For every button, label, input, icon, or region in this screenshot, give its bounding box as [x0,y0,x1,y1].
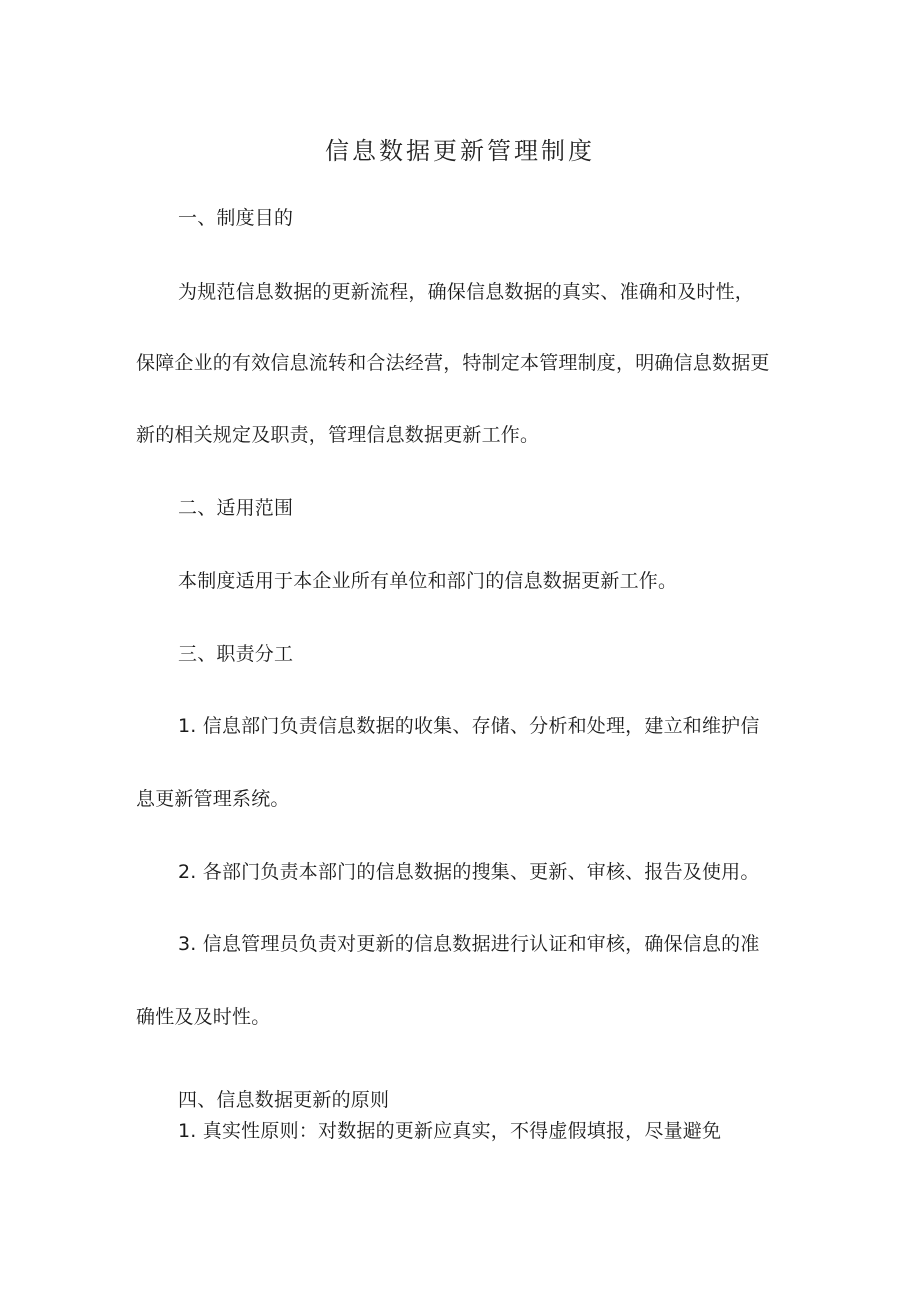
paragraph-line: 保障企业的有效信息流转和合法经营，特制定本管理制度，明确信息数据更 [136,352,770,374]
document-title: 信息数据更新管理制度 [325,137,595,165]
paragraph-line: 本制度适用于本企业所有单位和部门的信息数据更新工作。 [178,570,678,592]
section-heading-scope: 二、适用范围 [178,497,294,519]
section-heading-purpose: 一、制度目的 [178,207,294,229]
list-item-line: 息更新管理系统。 [136,788,290,810]
section-heading-responsibilities: 三、职责分工 [178,643,294,665]
paragraph-line: 为规范信息数据的更新流程，确保信息数据的真实、准确和及时性， [178,281,755,303]
section-heading-principles: 四、信息数据更新的原则 [178,1089,390,1111]
list-item-line: 2. 各部门负责本部门的信息数据的搜集、更新、审核、报告及使用。 [178,861,760,883]
list-item-line: 1. 真实性原则：对数据的更新应真实，不得虚假填报，尽量避免 [178,1120,722,1142]
list-item-line: 3. 信息管理员负责对更新的信息数据进行认证和审核，确保信息的准 [178,933,760,955]
paragraph-line: 新的相关规定及职责，管理信息数据更新工作。 [136,424,540,446]
list-item-line: 确性及及时性。 [136,1006,271,1028]
list-item-line: 1. 信息部门负责信息数据的收集、存储、分析和处理，建立和维护信 [178,715,760,737]
